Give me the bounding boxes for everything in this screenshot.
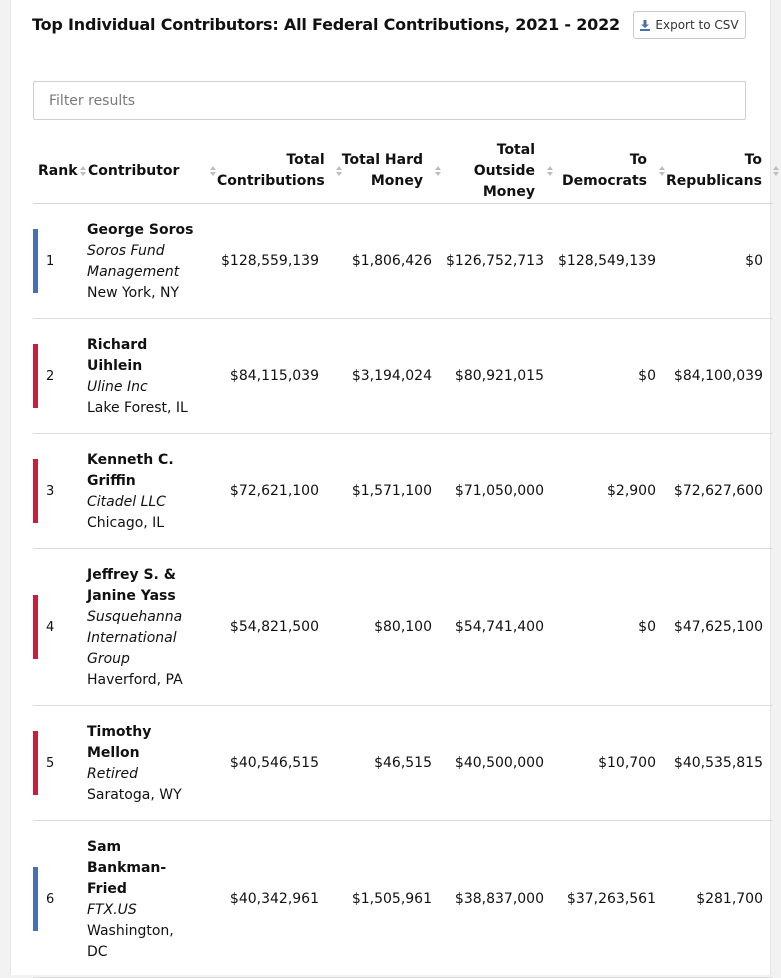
rank-number: 4: [46, 619, 55, 635]
rank-number: 6: [46, 891, 55, 907]
rank-cell: [33, 821, 87, 978]
party-indicator: [33, 731, 38, 795]
sort-icon: [772, 166, 781, 176]
total-outside-money-cell: $80,921,015: [442, 319, 554, 434]
contributor-name: Sam: [87, 839, 122, 855]
contributor-name: Fried: [87, 881, 127, 897]
rank-number: 3: [46, 483, 55, 499]
contributors-table-wrap: [33, 139, 763, 975]
rank-cell: [33, 706, 87, 821]
to-democrats-cell: $2,900: [554, 434, 666, 549]
to-democrats-cell: $10,700: [554, 706, 666, 821]
to-republicans-cell: $84,100,039: [666, 319, 773, 434]
contributor-name: Mellon: [87, 745, 140, 761]
contributor-cell: [87, 706, 217, 821]
table-row[interactable]: [33, 319, 773, 434]
rank-number: 2: [46, 368, 55, 384]
to-democrats-cell: $128,549,139: [554, 204, 666, 319]
filter-input[interactable]: [33, 81, 746, 120]
total-hard-money-cell: $80,100: [329, 549, 442, 706]
table-header-row: [33, 139, 773, 204]
to-democrats-cell: $37,263,561: [554, 821, 666, 978]
column-header-total-outside-money[interactable]: Total Outside Money: [442, 139, 554, 204]
contributor-location: Chicago, IL: [87, 515, 165, 531]
export-csv-label: Export to CSV: [655, 18, 739, 32]
contributor-organization: Susquehanna: [87, 609, 183, 625]
total-contributions-cell: $128,559,139: [217, 204, 329, 319]
to-republicans-cell: $72,627,600: [666, 434, 773, 549]
column-header-rank[interactable]: Rank: [33, 139, 87, 204]
contributor-location: Haverford, PA: [87, 672, 183, 688]
total-contributions-cell: $72,621,100: [217, 434, 329, 549]
contributor-organization: FTX.US: [87, 902, 137, 918]
party-indicator: [33, 595, 38, 659]
contributor-cell: [87, 204, 217, 319]
to-republicans-cell: $40,535,815: [666, 706, 773, 821]
contributor-organization: Soros Fund: [87, 243, 165, 259]
contributor-location: Washington,: [87, 923, 174, 939]
contributor-cell: [87, 821, 217, 978]
table-row[interactable]: [33, 821, 773, 978]
table-row[interactable]: [33, 706, 773, 821]
rank-cell: [33, 549, 87, 706]
contributor-name: Uihlein: [87, 358, 143, 374]
sort-icon: [657, 166, 666, 176]
rank-cell: [33, 319, 87, 434]
contributors-table: [33, 139, 773, 978]
contributor-location: DC: [87, 944, 108, 960]
contributor-name: Janine Yass: [87, 588, 176, 604]
column-header-total-contributions[interactable]: Total Contributions: [217, 139, 329, 204]
sort-icon: [208, 166, 217, 176]
table-row[interactable]: [33, 549, 773, 706]
download-icon: [640, 20, 650, 31]
to-republicans-cell: $47,625,100: [666, 549, 773, 706]
total-hard-money-cell: $46,515: [329, 706, 442, 821]
party-indicator: [33, 229, 38, 293]
contributor-cell: [87, 549, 217, 706]
contributor-name: Bankman-: [87, 860, 167, 876]
contributor-organization: Group: [87, 651, 130, 667]
contributor-location: New York, NY: [87, 285, 180, 301]
contributor-organization: Citadel LLC: [87, 494, 166, 510]
contributor-name: Jeffrey S. &: [87, 567, 176, 583]
total-outside-money-cell: $126,752,713: [442, 204, 554, 319]
sort-icon: [78, 166, 87, 176]
contributors-panel: [10, 0, 771, 975]
party-indicator: [33, 459, 38, 523]
party-indicator: [33, 344, 38, 408]
sort-icon: [545, 166, 554, 176]
total-contributions-cell: $40,342,961: [217, 821, 329, 978]
page-title: Top Individual Contributors: All Federal Contributions, 2021 - 2022: [32, 15, 620, 34]
contributor-name: George Soros: [87, 222, 194, 238]
contributor-name: Timothy: [87, 724, 152, 740]
rank-number: 5: [46, 755, 55, 771]
total-outside-money-cell: $38,837,000: [442, 821, 554, 978]
rank-cell: [33, 204, 87, 319]
contributor-cell: [87, 434, 217, 549]
to-republicans-cell: $0: [666, 204, 773, 319]
contributor-name: Richard: [87, 337, 148, 353]
total-contributions-cell: $84,115,039: [217, 319, 329, 434]
contributor-organization: Uline Inc: [87, 379, 148, 395]
sort-icon: [433, 166, 442, 176]
contributor-organization: Management: [87, 264, 180, 280]
contributor-cell: [87, 319, 217, 434]
party-indicator: [33, 867, 38, 931]
contributor-location: Saratoga, WY: [87, 787, 182, 803]
rank-cell: [33, 434, 87, 549]
rank-number: 1: [46, 253, 55, 269]
export-csv-button[interactable]: [633, 11, 746, 39]
contributor-name: Kenneth C.: [87, 452, 174, 468]
total-hard-money-cell: $1,571,100: [329, 434, 442, 549]
to-democrats-cell: $0: [554, 549, 666, 706]
table-row[interactable]: [33, 204, 773, 319]
total-hard-money-cell: $1,505,961: [329, 821, 442, 978]
contributor-organization: International: [87, 630, 177, 646]
total-outside-money-cell: $40,500,000: [442, 706, 554, 821]
to-democrats-cell: $0: [554, 319, 666, 434]
column-header-to-republicans[interactable]: To Republicans: [666, 139, 773, 204]
total-contributions-cell: $54,821,500: [217, 549, 329, 706]
to-republicans-cell: $281,700: [666, 821, 773, 978]
column-header-to-democrats[interactable]: To Democrats: [554, 139, 666, 204]
total-outside-money-cell: $71,050,000: [442, 434, 554, 549]
table-row[interactable]: [33, 434, 773, 549]
total-contributions-cell: $40,546,515: [217, 706, 329, 821]
contributor-organization: Retired: [87, 766, 138, 782]
table-body: [33, 204, 773, 978]
total-outside-money-cell: $54,741,400: [442, 549, 554, 706]
column-header-contributor[interactable]: Contributor: [87, 139, 217, 204]
total-hard-money-cell: $3,194,024: [329, 319, 442, 434]
contributor-name: Griffin: [87, 473, 136, 489]
column-header-total-hard-money[interactable]: Total Hard Money: [329, 139, 442, 204]
total-hard-money-cell: $1,806,426: [329, 204, 442, 319]
contributor-location: Lake Forest, IL: [87, 400, 188, 416]
